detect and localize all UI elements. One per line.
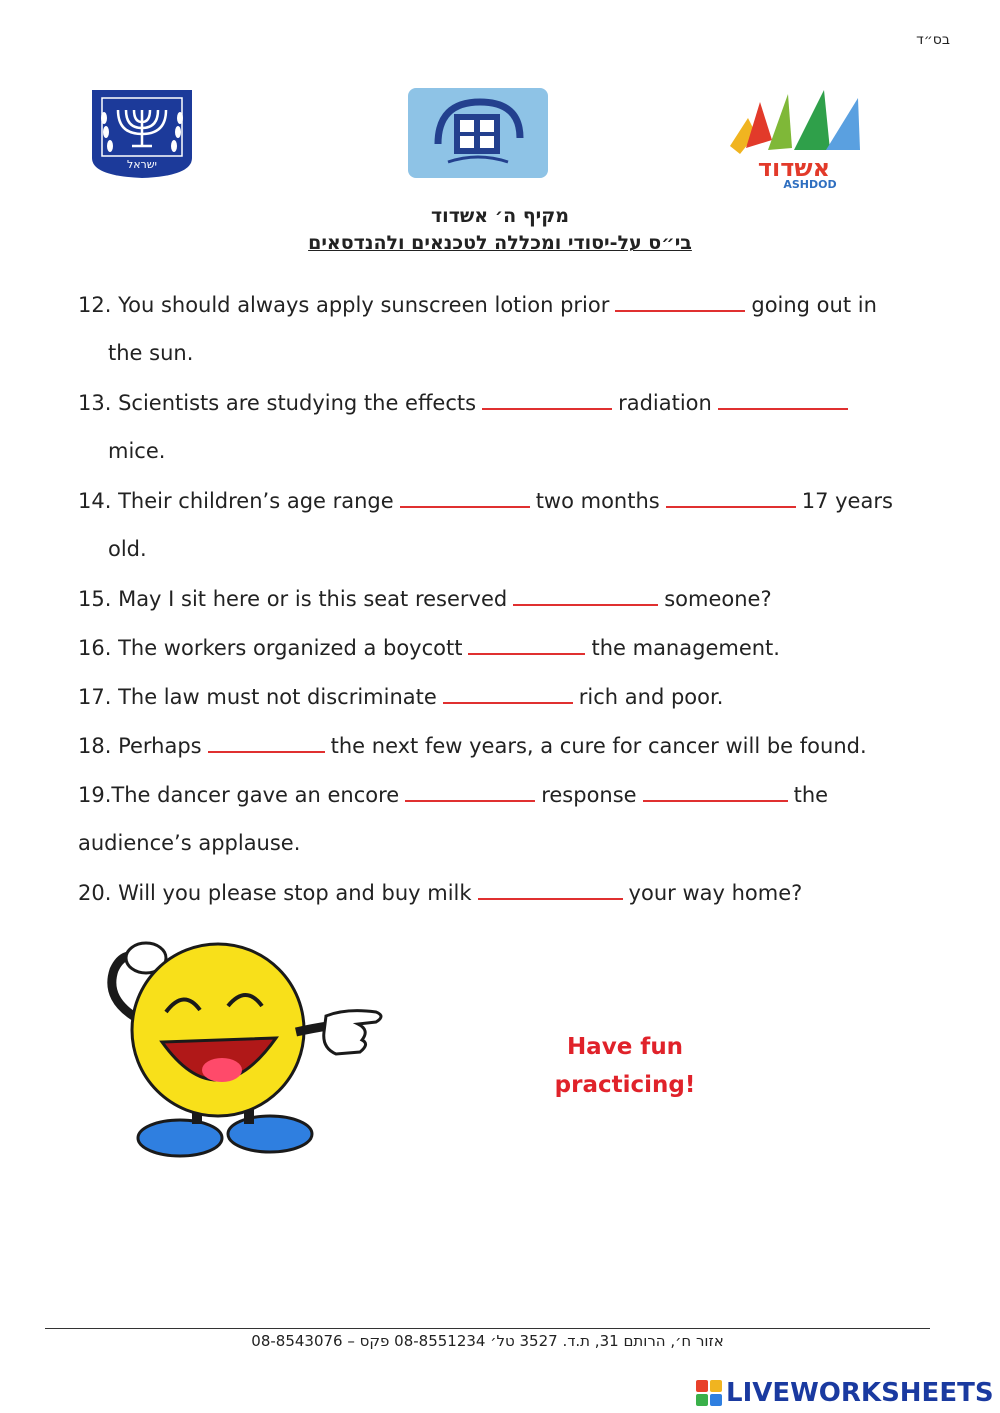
question-13: 13. Scientists are studying the effects radiation: [78, 390, 854, 415]
answer-blank-18a[interactable]: [208, 733, 325, 753]
question-17: 17. The law must not discriminate rich and poor.: [78, 685, 724, 709]
answer-blank-19a[interactable]: [405, 782, 535, 802]
answer-blank-16a[interactable]: [468, 635, 585, 655]
closing-line-1: Have fun: [566, 1034, 684, 1060]
ashdod-english-text: ASHDOD: [783, 178, 837, 191]
school-name: מקיף ה׳ אשדוד: [431, 205, 569, 227]
school-logo: [408, 88, 548, 178]
answer-blank-17a[interactable]: [443, 684, 573, 704]
answer-blank-15a[interactable]: [513, 586, 658, 606]
liveworksheets-icon: [696, 1380, 724, 1408]
question-14-continued: old.: [108, 537, 147, 561]
answer-blank-20a[interactable]: [478, 880, 623, 900]
question-14: 14. Their children’s age range two months 17 years: [78, 489, 893, 513]
question-15: 15. May I sit here or is this seat reserved someone?: [78, 587, 772, 611]
answer-blank-13b[interactable]: [718, 390, 848, 410]
israel-emblem-logo: [88, 88, 196, 180]
answer-blank-14a[interactable]: [400, 488, 530, 508]
liveworksheets-brand: [696, 1378, 996, 1408]
answer-blank-19b[interactable]: [643, 782, 788, 802]
question-16: 16. The workers organized a boycott the management.: [78, 636, 780, 660]
laughing-smiley-illustration: [100, 930, 390, 1165]
ashdod-city-logo: [726, 88, 862, 192]
question-12: 12. You should always apply sunscreen lotion prior going out in: [78, 293, 877, 317]
footer-divider: [45, 1328, 930, 1329]
question-19-continued: audience’s applause.: [78, 831, 301, 855]
bsd-mark: בס״ד: [916, 32, 950, 48]
closing-line-2: practicing!: [554, 1072, 696, 1098]
closing-message: [530, 1028, 720, 1104]
school-subtitle: [0, 232, 1000, 254]
question-13-continued: mice.: [108, 439, 166, 463]
ashdod-hebrew-text: אשדוד: [757, 154, 831, 182]
footer-address: אזור ח׳, הרותם 31, ת.ד. 3527 טל׳ 08-8551234 פקס – 08-8543076: [251, 1332, 724, 1350]
question-18: 18. Perhaps the next few years, a cure for cancer will be found.: [78, 734, 867, 758]
question-20: 20. Will you please stop and buy milk your way home?: [78, 881, 803, 905]
answer-blank-13a[interactable]: [482, 390, 612, 410]
answer-blank-14b[interactable]: [666, 488, 796, 508]
question-12-continued: the sun.: [108, 341, 194, 365]
israel-emblem-text: ישראל: [126, 158, 158, 171]
question-19: 19.The dancer gave an encore response the: [78, 783, 829, 807]
answer-blank-12a[interactable]: [615, 292, 745, 312]
school-subtitle-text: בי״ס על-יסודי ומכללה לטכנאים ולהנדסאים: [308, 232, 692, 254]
liveworksheets-wordmark: LIVEWORKSHEETS: [726, 1378, 994, 1408]
